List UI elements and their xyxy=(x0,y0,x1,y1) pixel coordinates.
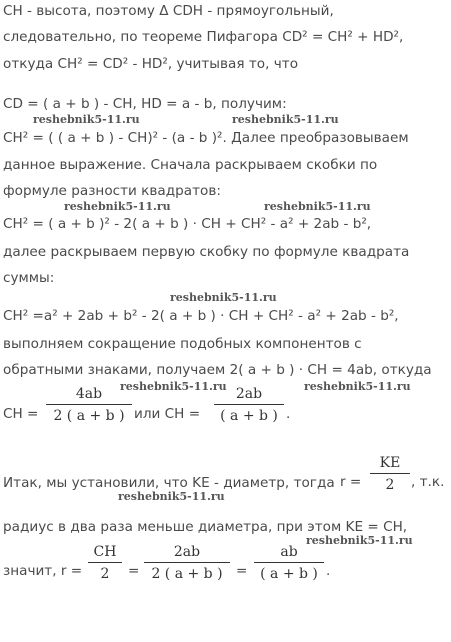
formula1-lhs: CH = xyxy=(3,406,39,422)
formula3-numerator-1: CH xyxy=(88,544,122,563)
formula3-end: . xyxy=(326,563,331,579)
formula1-numerator-b: 2ab xyxy=(214,386,284,405)
formula2-denominator: 2 xyxy=(385,477,395,493)
formula2-numerator: KE xyxy=(370,455,410,474)
watermark: reshebnik5-11.ru xyxy=(118,490,225,503)
text-line-11: CH² =a² + 2ab + b² - 2( a + b ) · CH + CH² - a² + 2ab - b², xyxy=(3,308,399,324)
formula1-end: . xyxy=(286,406,291,422)
text-line-8: CH² = ( a + b )² - 2( a + b ) · CH + CH² - a² + 2ab - b², xyxy=(3,216,372,232)
formula3-denominator-3: ( a + b ) xyxy=(260,566,318,582)
text-line-1: CH - высота, поэтому Δ CDH - прямоугольный, xyxy=(3,3,334,19)
formula1-denominator-b: ( a + b ) xyxy=(220,408,278,424)
text-line-9: далее раскрываем первую скобку по формуле квадрата xyxy=(3,244,410,260)
formula3-numerator-3: ab xyxy=(254,544,324,563)
text-line-12: выполняем сокращение подобных компонентов с xyxy=(3,336,362,352)
formula3-eq-2: = xyxy=(236,563,248,579)
text-line-6: данное выражение. Сначала раскрываем скобки по xyxy=(3,157,378,173)
formula2-end: , т.к. xyxy=(411,474,445,490)
watermark: reshebnik5-11.ru xyxy=(120,380,227,393)
watermark: reshebnik5-11.ru xyxy=(264,200,371,213)
watermark: reshebnik5-11.ru xyxy=(306,534,413,547)
formula1-denominator-a: 2 ( a + b ) xyxy=(53,408,125,424)
formula3-numerator-2: 2ab xyxy=(144,544,230,563)
formula3-denominator-2: 2 ( a + b ) xyxy=(151,566,223,582)
text-line-7: формуле разности квадратов: xyxy=(3,183,221,199)
watermark: reshebnik5-11.ru xyxy=(304,380,411,393)
text-line-14: Итак, мы установили, что KE - диаметр, тогда xyxy=(3,475,335,491)
formula1-mid: или CH = xyxy=(134,406,201,422)
text-line-10: суммы: xyxy=(3,270,55,286)
formula3-fraction-2 xyxy=(144,544,230,582)
text-line-13: обратными знаками, получаем 2( a + b ) · CH = 4ab, откуда xyxy=(3,362,432,378)
text-line-2: следовательно, по теореме Пифагора CD² = CH² + HD², xyxy=(3,29,404,45)
formula3-lhs: значит, r = xyxy=(3,563,83,579)
formula3-eq-1: = xyxy=(128,563,140,579)
watermark: reshebnik5-11.ru xyxy=(232,113,339,126)
formula3-denominator-1: 2 xyxy=(100,566,110,582)
formula3-fraction-1 xyxy=(88,544,122,582)
watermark: reshebnik5-11.ru xyxy=(64,200,171,213)
text-line-3: откуда CH² = CD² - HD², учитывая то, что xyxy=(3,56,299,72)
text-line-15: радиус в два раза меньше диаметра, при этом KE = CH, xyxy=(3,519,408,535)
text-line-5: CH² = ( ( a + b ) - CH)² - (a - b )². Далее преобразовываем xyxy=(3,130,409,146)
formula2-lhs: r = xyxy=(340,474,362,490)
formula2-fraction xyxy=(370,455,410,493)
formula3-fraction-3 xyxy=(254,544,324,582)
watermark: reshebnik5-11.ru xyxy=(33,113,140,126)
formula1-numerator-a: 4ab xyxy=(46,386,132,405)
text-line-4: CD = ( a + b ) - CH, HD = a - b, получим: xyxy=(3,96,287,112)
watermark: reshebnik5-11.ru xyxy=(170,291,277,304)
